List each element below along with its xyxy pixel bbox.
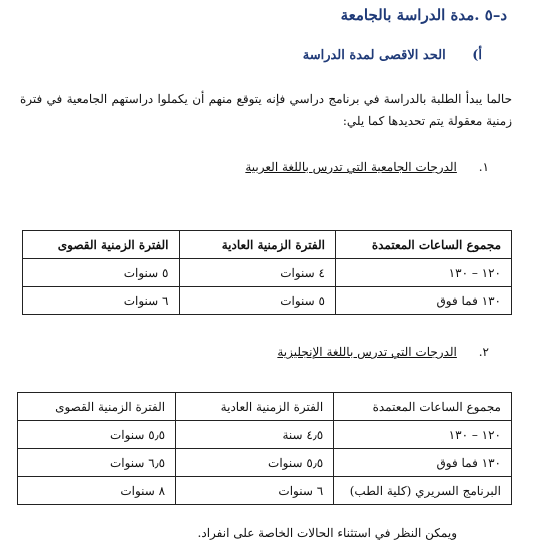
subsection-letter: أ) <box>472 48 482 63</box>
header-max-period: الفترة الزمنية القصوى <box>23 231 180 259</box>
intro-paragraph: حالما يبدأ الطلبة بالدراسة في برنامج دراسي فإنه يتوقع منهم أن يكملوا دراستهم الجامعية في فترة زمنية معقولة يتم تحديدها كما يلي: <box>20 92 512 128</box>
header-credit-hours: مجموع الساعات المعتمدة <box>335 231 511 259</box>
footer-note: ويمكن النظر في استثناء الحالات الخاصة على انفراد. <box>197 526 457 540</box>
subsection-title <box>303 48 482 63</box>
subsection-text: الحد الاقصى لمدة الدراسة <box>302 48 446 63</box>
section-title: د–٥ .مدة الدراسة بالجامعة <box>340 6 507 24</box>
table-row <box>23 259 512 287</box>
cell-normal-period: ٥٫٥ سنوات <box>176 449 334 477</box>
cell-max-period: ٦٫٥ سنوات <box>18 449 176 477</box>
cell-credit-hours: ١٣٠ فما فوق <box>335 287 511 315</box>
english-degrees-table <box>17 392 512 505</box>
table-row <box>18 477 512 505</box>
cell-normal-period: ٤ سنوات <box>179 259 335 287</box>
cell-credit-hours: ١٣٠ فما فوق <box>334 449 512 477</box>
table-row <box>18 421 512 449</box>
header-normal-period: الفترة الزمنية العادية <box>176 393 334 421</box>
cell-credit-hours: ١٢٠ – ١٣٠ <box>335 259 511 287</box>
table-header-row <box>23 231 512 259</box>
header-max-period: الفترة الزمنية القصوى <box>18 393 176 421</box>
header-credit-hours: مجموع الساعات المعتمدة <box>334 393 512 421</box>
list-text: الدرجات التي تدرس باللغة الإنجليزية <box>277 345 457 359</box>
list-text: الدرجات الجامعية التي تدرس باللغة العربية <box>245 160 457 174</box>
list-number: ٢. <box>478 345 489 359</box>
table-header-row <box>18 393 512 421</box>
cell-max-period: ٥٫٥ سنوات <box>18 421 176 449</box>
cell-max-period: ٨ سنوات <box>18 477 176 505</box>
cell-credit-hours: ١٢٠ – ١٣٠ <box>334 421 512 449</box>
table-row <box>18 449 512 477</box>
header-normal-period: الفترة الزمنية العادية <box>179 231 335 259</box>
arabic-degrees-table <box>22 230 512 315</box>
table-row <box>23 287 512 315</box>
list-item-arabic-degrees <box>245 160 489 174</box>
cell-max-period: ٥ سنوات <box>23 259 180 287</box>
cell-normal-period: ٥ سنوات <box>179 287 335 315</box>
cell-normal-period: ٤٫٥ سنة <box>176 421 334 449</box>
cell-credit-hours: البرنامج السريري (كلية الطب) <box>334 477 512 505</box>
list-item-english-degrees <box>277 345 489 359</box>
list-number: ١. <box>478 160 489 174</box>
cell-max-period: ٦ سنوات <box>23 287 180 315</box>
cell-normal-period: ٦ سنوات <box>176 477 334 505</box>
